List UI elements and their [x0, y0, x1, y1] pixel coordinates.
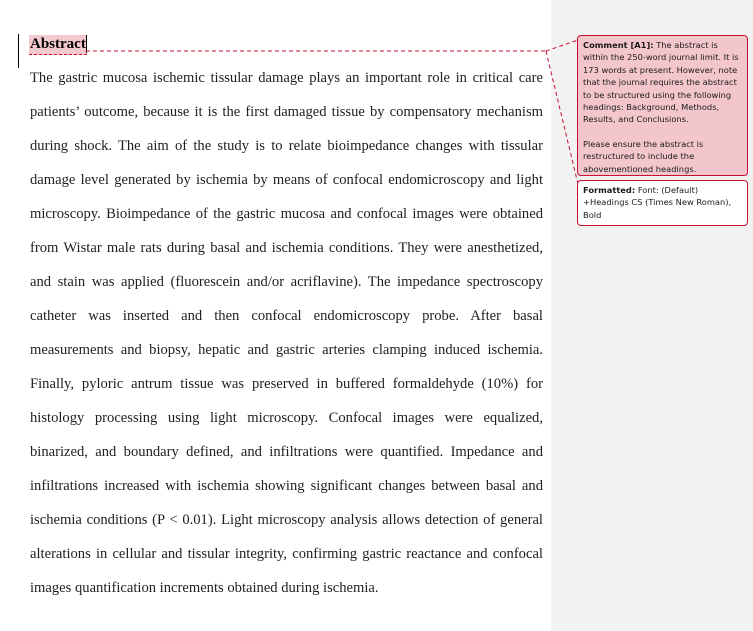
- paragraph-gap: [583, 126, 743, 138]
- comment-label: Comment [A1]:: [583, 40, 654, 50]
- comment-balloon[interactable]: [577, 35, 748, 176]
- text-cursor: [86, 35, 87, 53]
- formatted-balloon[interactable]: [577, 180, 748, 226]
- formatted-body: Font: (Default) +Headings CS (Times New Roman), Bold: [583, 185, 732, 220]
- comment-body-second: Please ensure the abstract is restructured to include the abovementioned headings.: [583, 138, 704, 174]
- abstract-heading[interactable]: Abstract: [29, 35, 87, 55]
- comment-body: The abstract is within the 250-word journal limit. It is 173 words at present. However, note that the journal requires the abstract to be structured using the following headings: Background, Methods, Results, and Conclusions.: [583, 40, 739, 125]
- comment-text: [583, 39, 743, 126]
- change-bar: [18, 34, 19, 68]
- formatted-label: Formatted:: [583, 185, 636, 195]
- abstract-paragraph[interactable]: The gastric mucosa ischemic tissular damage plays an important role in critical care patients’ outcome, because it is the first damaged tissue by compensatory mechanism during shock. The aim of the study is to relate bioimpedance changes with tissular damage level generated by ischemia by means of confocal endomicroscopy and light microscopy. Bioimpedance of the gastric mucosa and confocal images were obtained from Wistar male rats during basal and ischemia conditions. They were anesthetized, and stain was applied (fluorescein and/or acriflavine). The impedance spectroscopy catheter was inserted and then confocal endomicroscopy probe. After basal measurements and biopsy, hepatic and gastric arteries clamping induced ischemia. Finally, pyloric antrum tissue was preserved in buffered formaldehyde (10%) for histology processing using light microscopy. Confocal images were equalized, binarized, and boundary defined, and infiltrations were quantified. Impedance and infiltrations increased with ischemia showing significant changes between basal and ischemia conditions (P < 0.01). Light microscopy analysis allows detection of general alterations in cellular and tissular integrity, confirming gastric reactance and confocal images quantification increments obtained during ischemia.: [30, 70, 543, 596]
